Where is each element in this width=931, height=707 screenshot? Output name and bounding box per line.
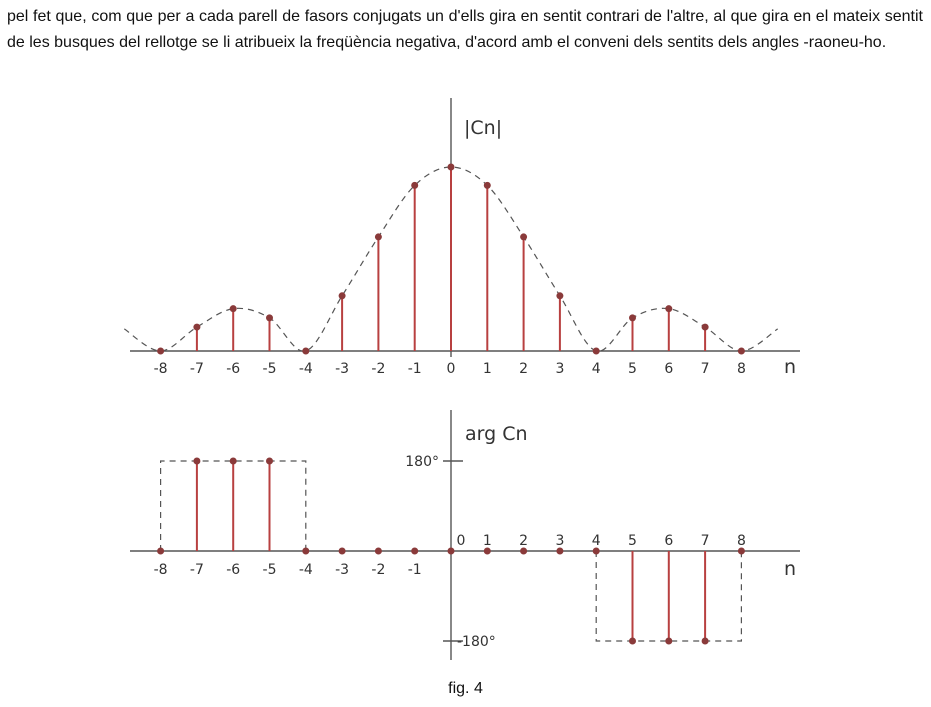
phase-y-tick-label: 180°: [405, 454, 439, 470]
mag-point: [157, 348, 164, 355]
mag-tick-label: 6: [664, 361, 674, 377]
mag-tick-label: 8: [736, 361, 746, 377]
mag-tick-label: -5: [262, 361, 277, 377]
mag-point: [593, 348, 600, 355]
phase-tick-label: -7: [189, 562, 204, 578]
mag-tick-label: 0: [446, 361, 456, 377]
phase-point: [375, 548, 382, 555]
phase-tick-label: 8: [736, 533, 746, 549]
mag-point: [629, 314, 636, 321]
mag-tick-label: 7: [700, 361, 710, 377]
phase-point: [702, 638, 709, 645]
phase-tick-label: -3: [335, 562, 350, 578]
mag-point: [230, 305, 237, 312]
phase-point: [629, 638, 636, 645]
mag-point: [484, 182, 491, 189]
mag-tick-label: -6: [226, 361, 241, 377]
mag-tick-label: 5: [628, 361, 637, 377]
phase-tick-label: 1: [482, 533, 492, 549]
mag-tick-label: 2: [519, 361, 529, 377]
mag-point: [738, 348, 745, 355]
phase-point: [339, 548, 346, 555]
mag-point: [448, 164, 455, 171]
mag-tick-label: 3: [555, 361, 565, 377]
mag-tick-label: -1: [407, 361, 422, 377]
figure-caption: fig. 4: [448, 680, 483, 697]
mag-point: [411, 182, 418, 189]
phase-point: [665, 638, 672, 645]
phase-x-label: n: [783, 558, 797, 580]
phase-tick-label: -8: [153, 562, 168, 578]
mag-x-label: n: [783, 356, 797, 378]
mag-point: [266, 314, 273, 321]
mag-tick-label: -2: [371, 361, 386, 377]
mag-tick-label: -7: [189, 361, 204, 377]
phase-tick-label: 7: [700, 533, 710, 549]
phase-tick-label: 6: [664, 533, 674, 549]
body-paragraph: pel fet que, com que per a cada parell de fasors conjugats un d'ells gira en sentit contrari de l'altre, al que gira en el mateix sentit de les busques del rellotge se li atribueix la freqüència negativa, d'acord amb el conveni dels sentits dels angles -raoneu-ho.: [7, 8, 923, 51]
phase-tick-label: 3: [555, 533, 565, 549]
mag-tick-label: 1: [482, 361, 492, 377]
phase-tick-label: -5: [262, 562, 277, 578]
phase-point: [302, 548, 309, 555]
phase-tick-label: -1: [407, 562, 422, 578]
mag-point: [193, 324, 200, 331]
phase-point: [448, 548, 455, 555]
phase-tick-label: 2: [519, 533, 529, 549]
mag-point: [702, 324, 709, 331]
phase-tick-label: -4: [298, 562, 313, 578]
phase-point: [193, 458, 200, 465]
phase-y-label: arg Cn: [465, 423, 528, 445]
phase-tick-label: 0: [456, 533, 466, 549]
mag-point: [302, 348, 309, 355]
mag-point: [556, 292, 563, 299]
mag-tick-label: -8: [153, 361, 168, 377]
phase-point: [266, 458, 273, 465]
mag-point: [339, 292, 346, 299]
mag-point: [520, 233, 527, 240]
phase-point: [230, 458, 237, 465]
mag-point: [375, 233, 382, 240]
phase-tick-label: -2: [371, 562, 386, 578]
phase-tick-label: -6: [226, 562, 241, 578]
mag-tick-label: -4: [298, 361, 313, 377]
phase-tick-label: 4: [591, 533, 601, 549]
mag-y-label: |Cn|: [464, 117, 503, 139]
mag-tick-label: 4: [591, 361, 601, 377]
phase-point: [157, 548, 164, 555]
phase-tick-label: 5: [628, 533, 637, 549]
mag-tick-label: -3: [335, 361, 350, 377]
phase-point: [411, 548, 418, 555]
mag-point: [665, 305, 672, 312]
phase-y-tick-label: -180°: [457, 634, 496, 650]
